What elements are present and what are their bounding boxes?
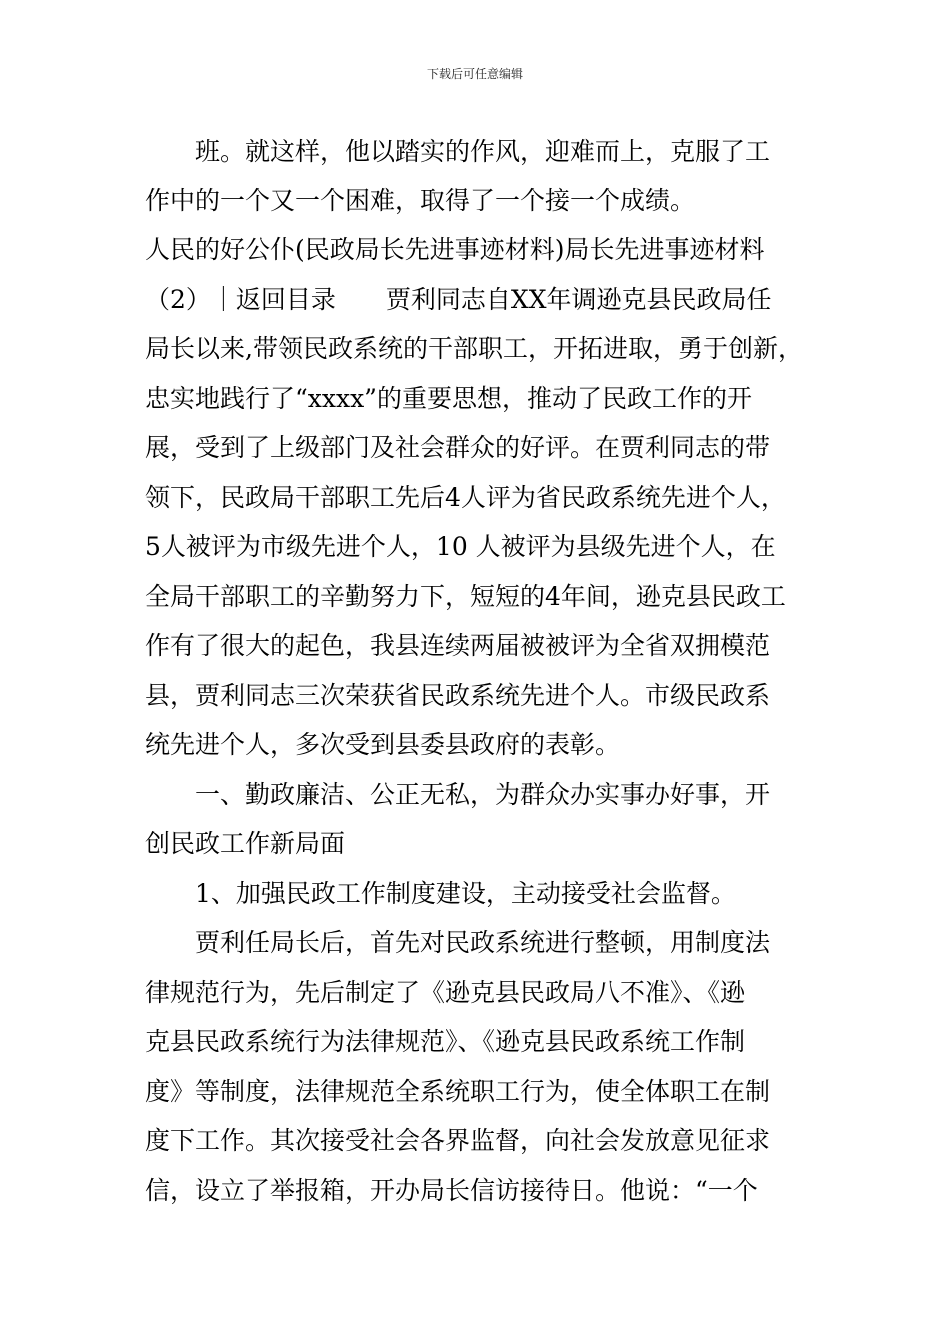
text-line: 班。就这样，他以踏实的作风，迎难而上，克服了工 (195, 137, 771, 166)
section-heading-line: 创民政工作新局面 (145, 829, 346, 858)
text-line: 忠实地践行了“xxxx”的重要思想，推动了民政工作的开 (145, 384, 752, 413)
subsection-heading-line: 1、加强民政工作制度建设，主动接受社会监督。 (195, 879, 736, 908)
text-line: 5人被评为市级先进个人，10 人被评为县级先进个人，在 (145, 532, 776, 561)
text-line: 作中的一个又一个困难，取得了一个接一个成绩。 (145, 186, 696, 215)
text-line: 律规范行为，先后制定了《逊克县民政局八不准》、《逊 (145, 978, 746, 1007)
text-line: （2）｜返回目录 贾利同志自XX年调逊克县民政局任 (145, 285, 772, 314)
section-heading-line: 一、勤政廉洁、公正无私，为群众办实事办好事，开 (195, 780, 771, 809)
text-line: 局长以来,带领民政系统的干部职工，开拓进取，勇于创新， (145, 334, 803, 363)
text-line: 展，受到了上级部门及社会群众的好评。在贾利同志的带 (145, 433, 771, 462)
text-line: 作有了很大的起色，我县连续两届被被评为全省双拥模范 (145, 631, 771, 660)
article-title-line: 人民的好公仆(民政局长先进事迹材料)局长先进事迹材料 (145, 235, 765, 264)
text-line: 全局干部职工的辛勤努力下，短短的4年间，逊克县民政工 (145, 582, 786, 611)
text-line: 统先进个人，多次受到县委县政府的表彰。 (145, 730, 621, 759)
text-line: 领下，民政局干部职工先后4人评为省民政系统先进个人， (145, 483, 786, 512)
text-line: 信，设立了举报箱，开办局长信访接待日。他说：“一个 (145, 1176, 758, 1205)
text-line: 克县民政系统行为法律规范》、《逊克县民政系统工作制 (145, 1027, 746, 1056)
text-line: 县，贾利同志三次荣获省民政系统先进个人。市级民政系 (145, 681, 771, 710)
page-header: 下载后可任意编辑 (426, 67, 523, 81)
text-line: 度下工作。其次接受社会各界监督，向社会发放意见征求 (145, 1126, 771, 1155)
text-line: 贾利任局长后，首先对民政系统进行整顿，用制度法 (195, 928, 771, 957)
text-line: 度》等制度，法律规范全系统职工行为，使全体职工在制 (145, 1077, 771, 1106)
